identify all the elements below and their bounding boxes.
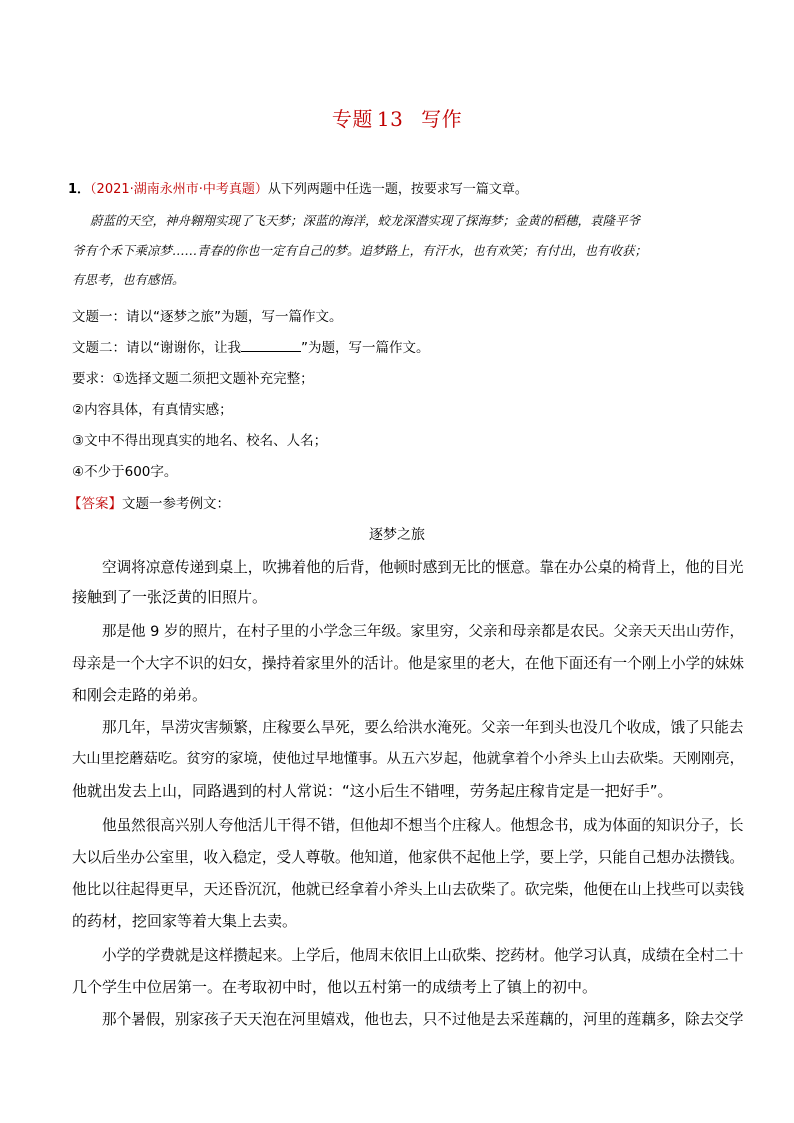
question-source: （2021·湖南永州市·中考真题）: [90, 182, 268, 197]
essay-line: 那几年，旱涝灾害频繁，庄稼要么旱死，要么给洪水淹死。父亲一年到头也没几个收成，饿了只能去: [102, 719, 744, 736]
question-prompt: 从下列两题中任选一题，按要求写一篇文章。: [267, 182, 528, 197]
material-line-1: 蔚蓝的天空，神舟翱翔实现了飞天梦；深蓝的海洋，蛟龙深潜实现了探海梦；金黄的稻穗，袁隆平爷: [90, 213, 641, 228]
material-line-2: 爷有个禾下乘凉梦……青春的你也一定有自己的梦。追梦路上，有汗水，也有欢笑；有付出，也有收获；: [72, 243, 648, 258]
topic-blank: [241, 339, 301, 352]
requirement-1: 要求：①选择文题二须把文题补充完整；: [72, 371, 314, 387]
requirement-4: ④不少于600字。: [72, 464, 178, 480]
essay-line: 和刚会走路的弟弟。: [72, 686, 208, 704]
title-number: 13: [376, 107, 404, 131]
essay-line: 他就出发去上山，同路遇到的村人常说：“这小后生不错哩，劳务起庄稼肯定是一把好手”。: [72, 782, 673, 800]
essay-line: 他比以往起得更早，天还昏沉沉，他就已经拿着小斧头上山去砍柴了。砍完柴，他便在山上找些可以卖钱: [72, 881, 745, 898]
page-title: [0, 103, 794, 132]
topic-two-after: ”为题，写一篇作文。: [301, 340, 430, 356]
essay-line: 接触到了一张泛黄的旧照片。: [72, 588, 268, 606]
requirement-2: ②内容具体，有真情实感；: [72, 402, 233, 418]
answer-text: 文题一参考例文：: [122, 496, 230, 512]
essay-line: 大山里挖蘑菇吃。贫穷的家境，使他过早地懂事。从五六岁起，他就拿着个小斧头上山去砍柴。天刚刚亮，: [72, 751, 744, 767]
essay-line: 母亲是一个大字不识的妇女，操持着家里外的活计。他是家里的老大，在他下面还有一个刚上小学的妹妹: [72, 655, 745, 672]
essay-line: 小学的学费就是这样攒起来。上学后，他周末依旧上山砍柴、挖药材。他学习认真，成绩在全村二十: [102, 947, 744, 964]
essay-title: 逐梦之旅: [369, 527, 425, 543]
essay-line: 几个学生中位居第一。在考取初中时，他以五村第一的成绩考上了镇上的初中。: [72, 978, 598, 996]
essay-line: 的药材，挖回家等着大集上去卖。: [72, 912, 298, 930]
requirement-3: ③文中不得出现真实的地名、校名、人名；: [72, 433, 328, 449]
essay-line: 那个暑假，别家孩子天天泡在河里嬉戏，他也去，只不过他是去采莲藕的，河里的莲藕多，除去交学: [102, 1011, 744, 1028]
essay-line: 他虽然很高兴别人夸他活儿干得不错，但他却不想当个庄稼人。他想念书，成为体面的知识分子，长: [102, 817, 744, 834]
topic-one: 文题一：请以“逐梦之旅”为题，写一篇作文。: [72, 309, 343, 325]
title-prefix: 专题: [331, 107, 373, 131]
answer-line: [68, 492, 230, 512]
essay-line: 空调将凉意传递到桌上，吹拂着他的后背，他顿时感到无比的惬意。靠在办公桌的椅背上，他的目光: [102, 559, 744, 576]
question-header: [68, 178, 528, 197]
topic-two-before: 文题二：请以“谢谢你，让我: [72, 340, 241, 356]
material-line-3: 有思考，也有感悟。: [72, 272, 185, 287]
essay-line: 大以后坐办公室里，收入稳定，受人尊敬。他知道，他家供不起他上学，要上学，只能自己想办法攒钱。: [72, 849, 745, 866]
topic-two: [72, 336, 430, 356]
essay-line: 那是他 9 岁的照片，在村子里的小学念三年级。家里穷，父亲和母亲都是农民。父亲天天出山劳作，: [102, 624, 744, 640]
title-suffix: 写作: [421, 107, 463, 131]
answer-tag: 【答案】: [68, 496, 122, 512]
question-number: 1．: [68, 182, 91, 197]
